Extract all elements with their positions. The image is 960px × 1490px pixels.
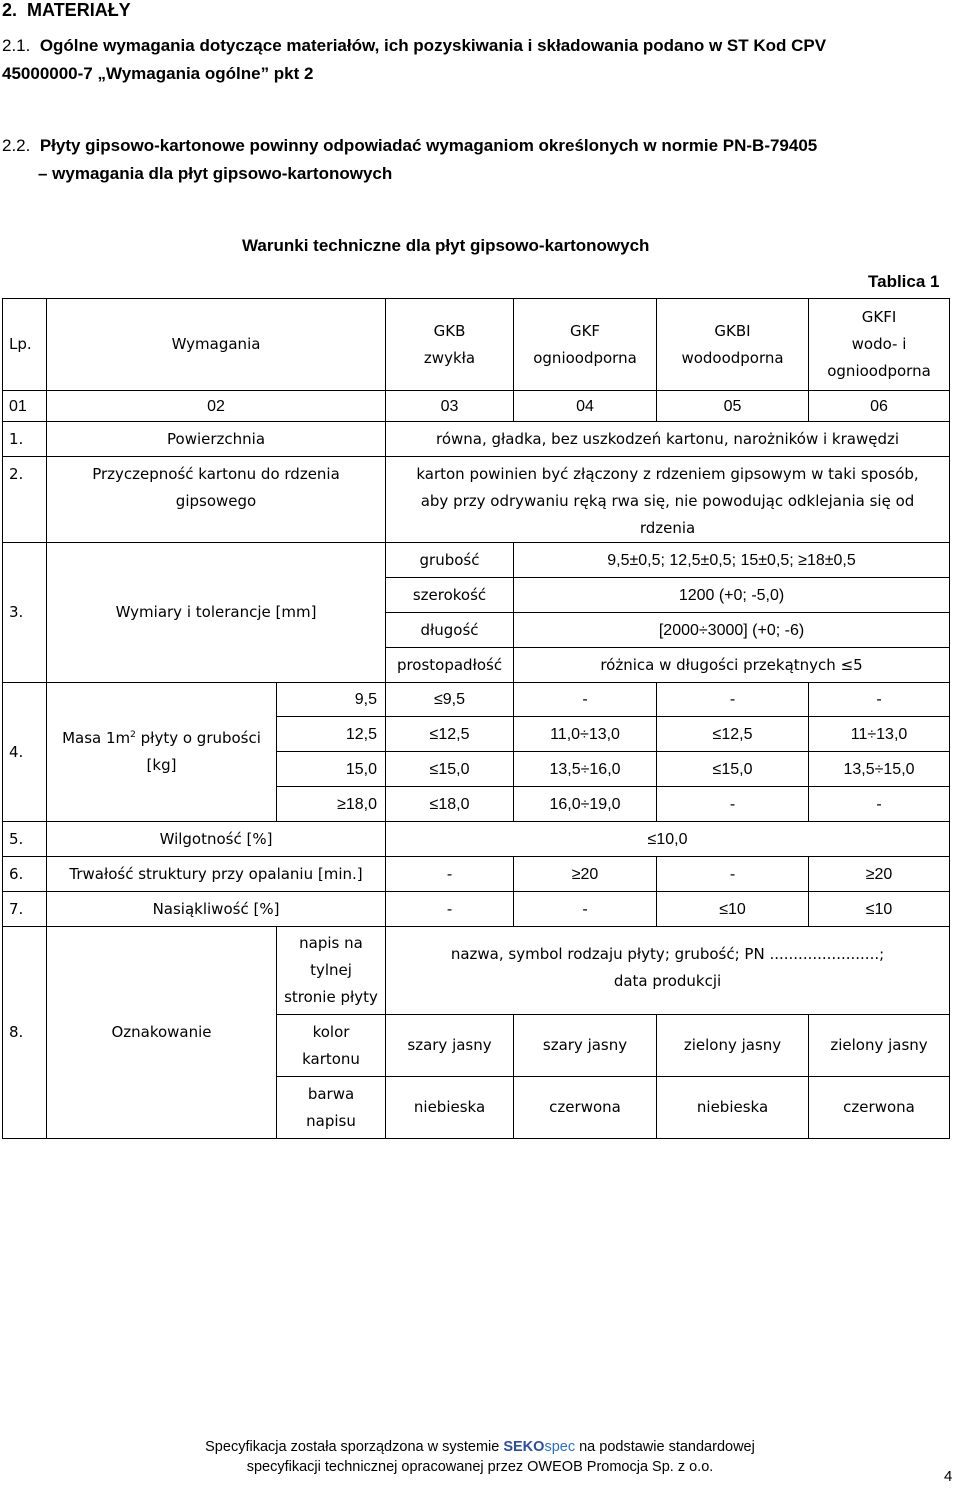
row-4-name-sup: 2	[130, 730, 136, 740]
row-4-gkfi: -	[809, 683, 950, 717]
row-3-sub-value: 1200 (+0; -5,0)	[514, 578, 950, 613]
row-8-c-gkb: niebieska	[386, 1077, 514, 1139]
row-4-gkb: ≤18,0	[386, 787, 514, 822]
section-title: MATERIAŁY	[27, 0, 131, 20]
header-gkf-sub: ognioodporna	[533, 348, 637, 367]
row-4-thickness: 12,5	[277, 717, 386, 752]
item-number: 2.2.	[2, 136, 31, 155]
header-gkb-sub: zwykła	[423, 348, 476, 367]
row-8-c-label-2: napisu	[306, 1111, 356, 1130]
row-8-a-label-3: stronie płyty	[284, 988, 378, 1006]
row-8-a-value-2: data produkcji	[613, 972, 722, 990]
row-3-sub-label: długość	[386, 613, 514, 648]
header-gkf-code: GKF	[569, 321, 601, 340]
row-8-lp: 8.	[3, 927, 47, 1139]
row-2	[3, 457, 950, 543]
code-04: 04	[514, 391, 657, 422]
row-3-sub-label: prostopadłość	[386, 648, 514, 683]
row-8-c-gkfi: czerwona	[809, 1077, 950, 1139]
row-4-gkf: -	[514, 683, 657, 717]
row-3-sub-label: grubość	[386, 543, 514, 578]
section-number: 2.	[2, 0, 18, 20]
row-7-lp: 7.	[3, 892, 47, 927]
row-7-gkbi: ≤10	[657, 892, 809, 927]
brand-logo-seko: SEKO	[503, 1439, 545, 1455]
row-8-c-gkbi: niebieska	[657, 1077, 809, 1139]
header-gkbi-code: GKBI	[714, 321, 751, 340]
row-4-gkf: 11,0÷13,0	[514, 717, 657, 752]
row-2-value-line3: rdzenia	[639, 519, 696, 537]
row-6-gkb: -	[386, 857, 514, 892]
row-2-lp: 2.	[3, 457, 47, 543]
row-4-gkfi: -	[809, 787, 950, 822]
row-5-lp: 5.	[3, 822, 47, 857]
header-gkfi-sub1: wodo- i	[851, 335, 907, 353]
item-2-1-line2	[2, 64, 313, 84]
row-4-name-unit: [kg]	[146, 756, 177, 774]
row-3-sub-value: różnica w długości przekątnych ≤5	[514, 648, 950, 683]
code-02: 02	[47, 391, 386, 422]
row-4-gkb: ≤15,0	[386, 752, 514, 787]
row-7-name: Nasiąkliwość [%]	[47, 892, 386, 927]
item-number: 2.1.	[2, 36, 31, 55]
row-2-name-line1: Przyczepność kartonu do rdzenia	[92, 465, 340, 483]
row-6-gkbi: -	[657, 857, 809, 892]
row-4-t1	[3, 683, 950, 717]
row-7-gkfi: ≤10	[809, 892, 950, 927]
row-8-c-gkf: czerwona	[514, 1077, 657, 1139]
row-8-c-label-1: barwa	[307, 1084, 355, 1103]
row-3-lp: 3.	[3, 543, 47, 683]
item-2-2-line1	[2, 136, 817, 156]
codes-row	[3, 391, 950, 422]
row-6-gkfi: ≥20	[809, 857, 950, 892]
row-4-name-a: Masa 1m	[62, 729, 131, 747]
code-03: 03	[386, 391, 514, 422]
row-4-name	[47, 683, 277, 822]
row-1	[3, 422, 950, 457]
header-wymagania: Wymagania	[47, 299, 386, 391]
header-gkfi-sub2: ognioodporna	[827, 362, 931, 380]
code-06: 06	[809, 391, 950, 422]
row-4-gkf: 16,0÷19,0	[514, 787, 657, 822]
header-row	[3, 299, 950, 391]
row-2-name	[47, 457, 386, 543]
item-text: – wymagania dla płyt gipsowo-kartonowych	[38, 164, 393, 183]
footer-text-b: na podstawie standardowej	[575, 1439, 755, 1455]
row-3-sub-label: szerokość	[386, 578, 514, 613]
section-heading	[2, 0, 131, 21]
row-8-b-gkb: szary jasny	[386, 1015, 514, 1077]
row-6-name: Trwałość struktury przy opalaniu [min.]	[47, 857, 386, 892]
row-4-gkfi: 13,5÷15,0	[809, 752, 950, 787]
brand-logo-spec: spec	[544, 1439, 576, 1455]
row-8-b-gkfi: zielony jasny	[809, 1015, 950, 1077]
row-4-thickness: 9,5	[277, 683, 386, 717]
footer-line-2: specyfikacji technicznej opracowanej przez OWEOB Promocja Sp. z o.o.	[246, 1459, 714, 1475]
row-8-name: Oznakowanie	[47, 927, 277, 1139]
row-8-a-value	[386, 927, 950, 1015]
footer-line-1	[0, 1438, 960, 1456]
row-8-c-label	[277, 1077, 386, 1139]
row-2-value	[386, 457, 950, 543]
row-6-gkf: ≥20	[514, 857, 657, 892]
row-4-lp: 4.	[3, 683, 47, 822]
row-4-gkf: 13,5÷16,0	[514, 752, 657, 787]
row-3-sub-value: [2000÷3000] (+0; -6)	[514, 613, 950, 648]
header-lp: Lp.	[3, 299, 47, 391]
table-title: Warunki techniczne dla płyt gipsowo-kartonowych	[242, 236, 650, 255]
row-4-gkbi: -	[657, 787, 809, 822]
item-text: 45000000-7 „Wymagania ogólne” pkt 2	[2, 64, 314, 83]
header-gkbi-sub: wodoodporna	[681, 348, 784, 367]
row-5-name: Wilgotność [%]	[47, 822, 386, 857]
item-text: Płyty gipsowo-kartonowe powinny odpowiadać wymaganiom określonych w normie PN-B-79405	[39, 136, 818, 155]
header-gkb	[386, 299, 514, 391]
header-gkf	[514, 299, 657, 391]
row-4-thickness: ≥18,0	[277, 787, 386, 822]
header-gkfi-code: GKFI	[861, 308, 897, 326]
code-01: 01	[3, 391, 47, 422]
row-7	[3, 892, 950, 927]
row-4-gkb: ≤12,5	[386, 717, 514, 752]
code-05: 05	[657, 391, 809, 422]
row-2-value-line1: karton powinien być złączony z rdzeniem gipsowym w taki sposób,	[416, 465, 919, 483]
row-5	[3, 822, 950, 857]
row-1-lp: 1.	[3, 422, 47, 457]
row-4-gkb: ≤9,5	[386, 683, 514, 717]
row-2-name-line2: gipsowego	[175, 492, 257, 510]
row-3-sub-value: 9,5±0,5; 12,5±0,5; 15±0,5; ≥18±0,5	[514, 543, 950, 578]
row-3-name: Wymiary i tolerancje [mm]	[47, 543, 386, 683]
row-8-a-label-1: napis na	[299, 934, 363, 952]
row-8-b-label	[277, 1015, 386, 1077]
row-1-value: równa, gładka, bez uszkodzeń kartonu, narożników i krawędzi	[386, 422, 950, 457]
row-2-value-line2: aby przy odrywaniu ręką rwa się, nie powodując odklejania się od	[420, 492, 915, 510]
header-gkbi	[657, 299, 809, 391]
row-4-gkfi: 11÷13,0	[809, 717, 950, 752]
header-gkfi	[809, 299, 950, 391]
row-8-napis	[3, 927, 950, 1015]
row-8-a-value-1: nazwa, symbol rodzaju płyty; grubość; PN .......................;	[450, 945, 885, 963]
footer-text-a: Specyfikacja została sporządzona w systemie	[205, 1439, 504, 1455]
item-2-1-line1	[2, 36, 826, 56]
spec-table	[2, 298, 950, 1139]
row-3-grubosc	[3, 543, 950, 578]
row-1-name: Powierzchnia	[47, 422, 386, 457]
row-5-value: ≤10,0	[386, 822, 950, 857]
row-4-name-b: płyty o grubości	[135, 729, 261, 747]
row-7-gkb: -	[386, 892, 514, 927]
row-4-gkbi: -	[657, 683, 809, 717]
row-4-gkbi: ≤15,0	[657, 752, 809, 787]
item-2-2-line2	[38, 164, 392, 184]
row-6	[3, 857, 950, 892]
page-number: 4	[944, 1468, 953, 1485]
row-7-gkf: -	[514, 892, 657, 927]
row-8-b-label-1: kolor	[312, 1022, 350, 1041]
row-8-a-label	[277, 927, 386, 1015]
table-label: Tablica 1	[868, 272, 940, 291]
row-6-lp: 6.	[3, 857, 47, 892]
row-8-a-label-2: tylnej	[310, 961, 352, 979]
row-4-gkbi: ≤12,5	[657, 717, 809, 752]
row-4-thickness: 15,0	[277, 752, 386, 787]
row-8-b-gkf: szary jasny	[514, 1015, 657, 1077]
header-gkb-code: GKB	[433, 321, 466, 340]
row-8-b-label-2: kartonu	[302, 1049, 360, 1068]
item-text: Ogólne wymagania dotyczące materiałów, ich pozyskiwania i składowania podano w ST Kod CPV	[39, 36, 827, 55]
row-8-b-gkbi: zielony jasny	[657, 1015, 809, 1077]
